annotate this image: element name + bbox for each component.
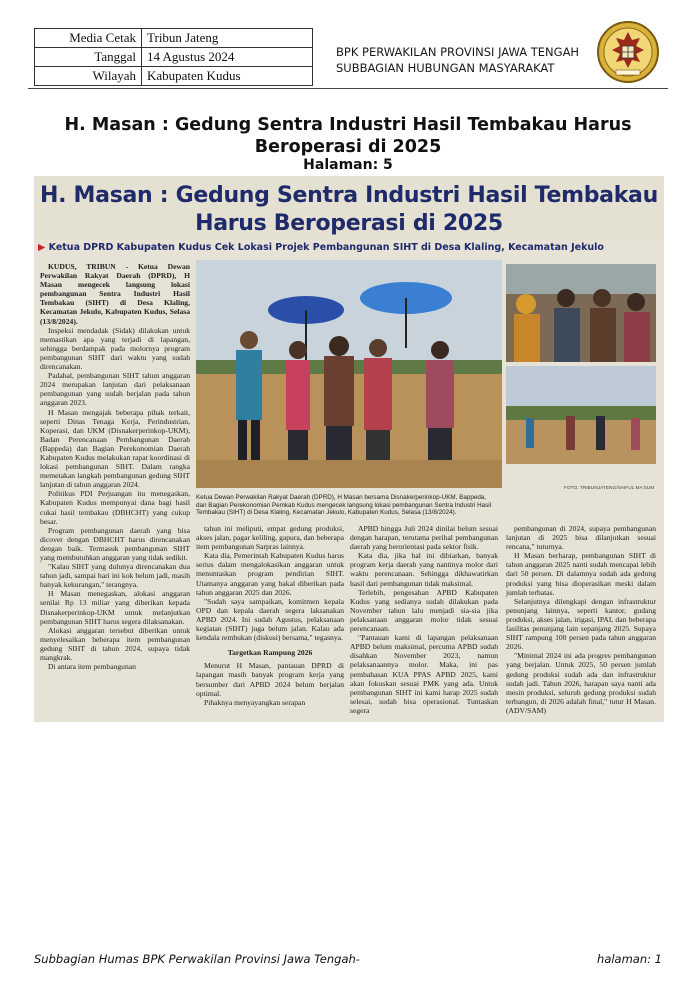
article-paragraph: Program pembangunan daerah yang bisa dicover dengan DBHCHT harus direncanakan dengan baik. Termasuk pembangunan SIHT yang membutuhkan anggaran yang tidak sedikit.	[40, 525, 190, 562]
footer-page-number: halaman: 1	[597, 952, 662, 966]
region-value: Kabupaten Kudus	[142, 67, 313, 86]
article-paragraph: pembangunan di 2024, supaya pembangunan lanjutan di 2025 bisa dilanjutkan sesuai rencana," tuturnya.	[506, 524, 656, 552]
clipping-headline-line-1: H. Masan : Gedung Sentra Industri Hasil Tembakau	[40, 183, 658, 208]
article-column-4	[506, 524, 656, 720]
article-paragraph: Padahal, pembangunan SIHT tahun anggaran 2024 merupakan lanjutan dari pelaksanaan pembangunan yang sudah berjalan pada tahun anggaran 2023.	[40, 371, 190, 408]
article-paragraph: Pihaknya menyayangkan serapan	[204, 697, 306, 707]
article-paragraph: Inspeksi mendadak (Sidak) dilakukan untuk memastikan apa yang terjadi di lapangan, sehingga berdampak pada molornya program pembangunan SIHT dari waktu yang sudah direncanakan.	[40, 325, 190, 372]
arrow-icon: ▶	[38, 242, 49, 253]
article-paragraph: Di antara item pembangunan	[48, 662, 136, 672]
article-paragraph: APBD hingga Juli 2024 dinilai belum sesuai dengan harapan, terutama perihal pembangunan daerah yang berorientasi pada sektor fisik.	[350, 524, 498, 552]
region-label: Wilayah	[35, 67, 142, 86]
article-column-3	[350, 524, 498, 720]
media-info-table	[34, 28, 313, 86]
article-paragraph: Kata dia, jika hal ini dibiarkan, banyak program kerja daerah yang nantinya molor dari waktu perencanaan. Sehingga dikhawatirkan hasil dari pembangunan tidak maksimal.	[350, 551, 498, 588]
garuda-emblem-icon	[596, 20, 660, 84]
article-paragraph: KUDUS, TRIBUN - Ketua Dewan Perwakilan Rakyat Daerah (DPRD), H Masan mengecek langsung lokasi pembangunan Sentra Industri Hasil Tembakau (SIHT) di Desa Klaling, Kecamatan Jekulo, Kabupaten Kudus, Selasa (13/8/2024).	[40, 262, 190, 326]
organization-header	[336, 44, 579, 76]
header-divider	[28, 88, 668, 89]
article-paragraph: "Pantauan kami di lapangan pelaksanaan APBD belum maksimal, percuma APBD sudah disahkan November 2023, namun pelaksanaannya molor. Maka, ini pas pembahasan KUA PPAS APBD 2025, kami akan fokuskan sesuai PMK yang ada. Untuk pembangunan SIHT ini kami harap 2025 sudah selesai, sudah bisa operasional. Tuntaskan segera	[350, 633, 498, 715]
article-paragraph: Kata dia, Pemerintah Kabupaten Kudus harus serius dalam mengalokasikan anggaran untuk menuntaskan program pendirian SIHT. Utamanya anggaran yang bakal diberikan pada tahun anggaran 2025 dan 2026.	[196, 551, 344, 597]
side-photo-bottom	[506, 366, 656, 464]
photo-credit: FOTO: TRIBUNJATENG/SAIFUL MA'SUM	[564, 486, 655, 491]
media-label: Media Cetak	[35, 29, 142, 48]
photo-caption: Ketua Dewan Perwakilan Rakyat Daerah (DPRD), H Masan bersama Disnakerperinkop-UKM, Bappeda, dan Bagian Perekonomian Pemkab Kudus mengecek langsung lokasi pembangunan Sentra Industri Hasil Tembakau (SIHT) di Desa Klaling, Kecamatan Jekulo, Kabupaten Kudus, Selasa (13/8/2024).	[196, 494, 492, 517]
article-paragraph: H Masan berharap, pembangunan SIHT di tahun anggaran 2025 nanti sudah mencapai lebih dari 50 persen. Di dalamnya sudah ada gedung produksi yang bisa dioperasikan meski dalam jumlah terbatas.	[506, 551, 656, 597]
article-paragraph: Alokasi anggaran tersebut diberikan untuk menyelesaikan beberapa item pembangunan gedung SIHT di tahun 2024, supaya tidak mangkrak.	[40, 625, 190, 663]
side-photo-top	[506, 264, 656, 362]
date-label: Tanggal	[35, 48, 142, 67]
article-paragraph: "Sudah saya sampaikan, komitmen kepala OPD dan kepala daerah segera laksanakan APBD 2024. Ini sudah Agustus, pelaksanaan kegiatan (SIHT) juga belum jalan. Kalau ada kendala rembukan (diskusi) bersama," tegasnya.	[196, 596, 344, 643]
clipping-subheadline-text: Ketua DPRD Kabupaten Kudus Cek Lokasi Projek Pembangunan SIHT di Desa Klaling, Kecamatan Jekulo	[48, 242, 604, 253]
article-paragraph: "Minimal 2024 ini ada progres pembangunan yang berjalan. Untuk 2025, 50 persen jumlah gedung produksi sudah ada dan infrastruktur sudah jadi. Tahun 2026, harapan saya nanti ada mesin produksi, seluruh gedung produksi sudah terbangun, di 2026 adalah final," tutur H Masan. (ADV/SAM)	[506, 651, 656, 715]
clipping-headline	[34, 182, 664, 238]
media-value: Tribun Jateng	[142, 29, 313, 48]
org-line-1: BPK PERWAKILAN PROVINSI JAWA TENGAH	[336, 45, 580, 59]
article-paragraph: Selanjutnya dilengkapi dengan infrastruktur penunjang lainnya, seperti kantor, gudang produksi, akses jalan, irigasi, IPAL dan beberapa fasilitas penunjang lain sepanjang 2025. Supaya SIHT rampung 100 persen pada tahun anggaran 2026.	[506, 596, 656, 652]
date-value: 14 Agustus 2024	[142, 48, 313, 67]
article-paragraph: Menurut H Masan, pantauan DPRD di lapangan masih banyak program kerja yang bersumber dari APBD 2024 belum berjalan optimal.	[196, 661, 344, 698]
page-label: Halaman: 5	[303, 157, 393, 173]
newspaper-clipping	[34, 176, 664, 722]
article-paragraph: "Kalau SIHT yang dulunya direncanakan dua tahun jadi, sampai hari ini kok belum jadi, masih banyak kekurangan," terangnya.	[40, 562, 190, 590]
article-paragraph: H Masan mengajak beberapa pihak terkait, seperti Dinas Tenaga Kerja, Perindustrian, Koperasi, dan UKM (Disnakerperinkop-UKM), Badan Perencanaan Pembangunan Daerah (Bappeda) dan Bagian Perekonomian Daerah Kabupaten Kudus melakukan rapat koordinasi di lokasi pembangunan SIHT. Dalam rangka memetakan langkah pembangunan gedung SIHT lanjutan di tahun anggaran 2024.	[40, 407, 190, 490]
document-title: H. Masan : Gedung Sentra Industri Hasil Tembakau Harus Beroperasi di 2025	[64, 115, 632, 157]
article-column-2	[196, 524, 344, 720]
article-paragraph: Terlebih, pengesahan APBD Kabupaten Kudus yang sedianya sudah dilakukan pada November tahun lalu menjadi sia-sia jika pelaksanaan anggaran molor tidak sesuai perencanaan.	[350, 587, 498, 634]
clipping-subheadline	[38, 242, 604, 253]
article-subheading: Targetkan Rampung 2026	[227, 648, 313, 658]
article-paragraph: Politikus PDI Perjuangan itu menegaskan, Kabupaten Kudus mempunyai dana bagi hasil cukai hasil tembakau (DBHCHT) yang cukup besar.	[40, 489, 190, 526]
article-paragraph: tahun ini meliputi, empat gedung produksi, akses jalan, pagar keliling, gapura, dan beberapa item pembangunan Sarpras lainnya.	[196, 524, 344, 552]
clipping-headline-line-2: Harus Beroperasi di 2025	[195, 211, 503, 236]
footer-left: Subbagian Humas BPK Perwakilan Provinsi Jawa Tengah-	[34, 952, 360, 966]
article-column-1	[40, 262, 190, 720]
article-paragraph: H Masan menegaskan, alokasi anggaran senilai Rp 13 miliar yang diberikan kepada Disnakerperinkop-UKM untuk melanjutkan pembangunan SIHT harus segera dilaksanakan.	[40, 589, 190, 626]
org-line-2: SUBBAGIAN HUBUNGAN MASYARAKAT	[336, 61, 555, 75]
main-photo	[196, 260, 502, 488]
